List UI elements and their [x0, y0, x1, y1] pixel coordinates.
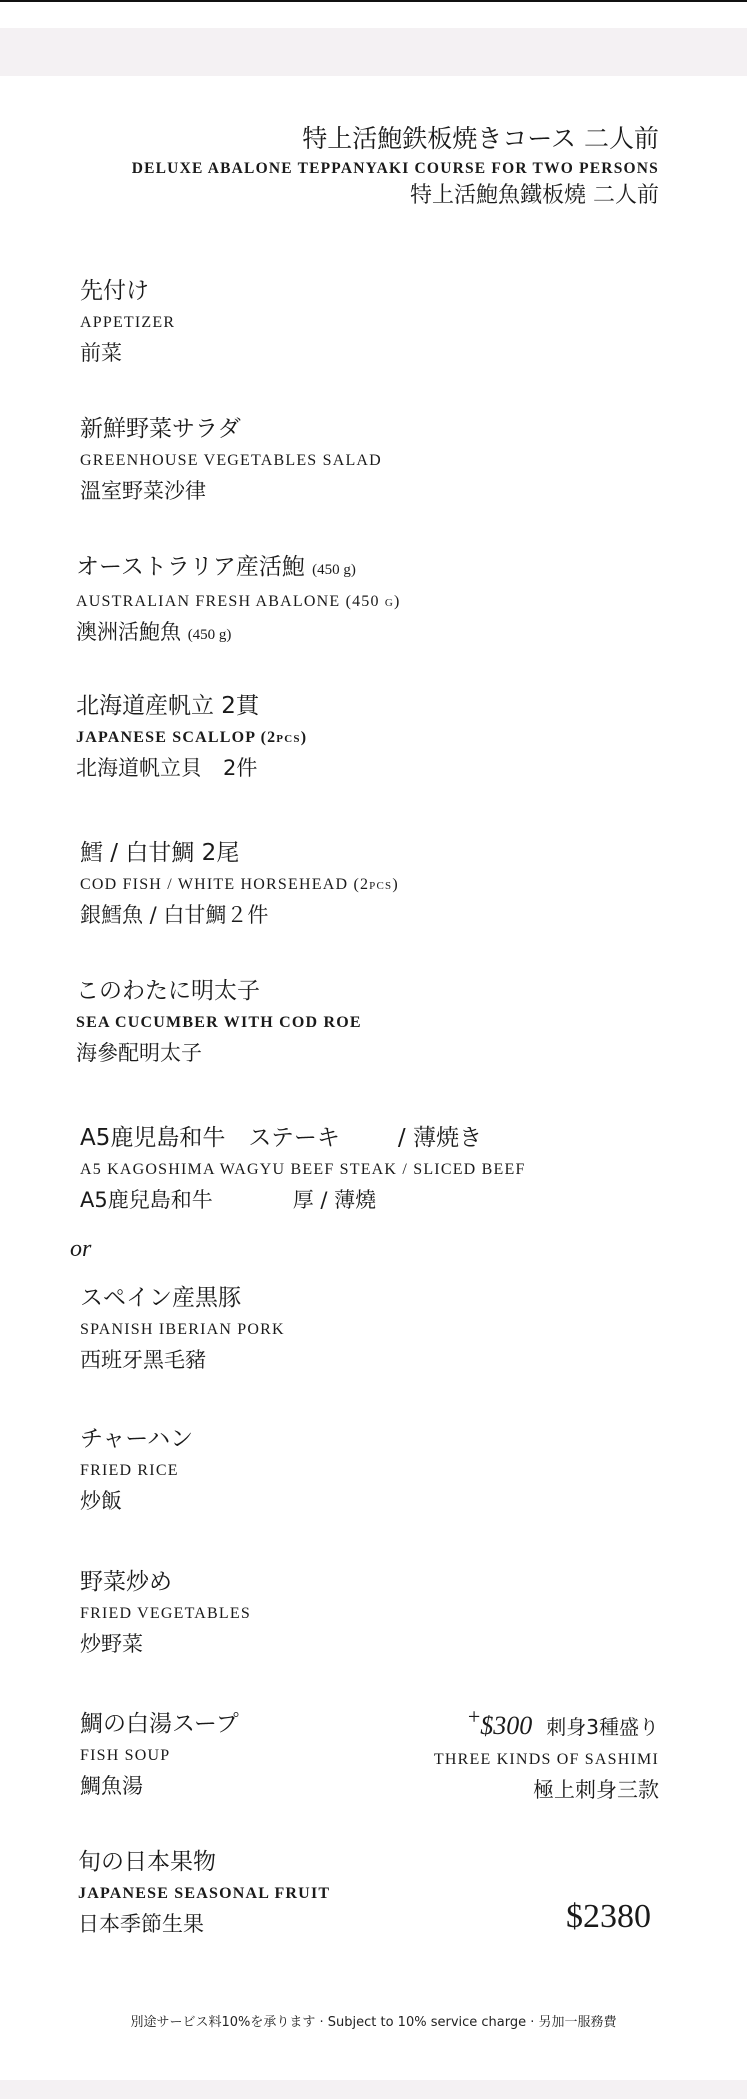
- course-item-zh: 北海道帆立貝 2件: [76, 756, 258, 780]
- addon-en: THREE KINDS OF SASHIMI: [433, 1751, 659, 1768]
- total-price: $2380: [566, 1898, 651, 1935]
- course-item-sea-cucumber: [76, 975, 362, 1069]
- course-item-en: FRIED VEGETABLES: [80, 1605, 251, 1622]
- course-item-jp: A5鹿児島和牛 ステーキ / 薄焼き: [80, 1125, 482, 1151]
- menu-header: [132, 122, 659, 212]
- course-item-zh: 海參配明太子: [76, 1041, 202, 1065]
- course-title-en: DELUXE ABALONE TEPPANYAKI COURSE FOR TWO PERSONS: [131, 160, 659, 177]
- course-item-jp: オーストラリア産活鮑 (450 g): [76, 554, 356, 580]
- course-item-fried-rice: [80, 1423, 193, 1517]
- course-title-zh: 特上活鮑魚鐵板燒 二人前: [410, 183, 659, 208]
- course-item-fish-soup: [80, 1708, 239, 1802]
- course-item-seasonal-fruit: [78, 1846, 330, 1940]
- course-item-jp: スペイン産黒豚: [80, 1285, 241, 1311]
- course-item-fried-vegetables: [80, 1566, 251, 1660]
- course-item-en: SPANISH IBERIAN PORK: [80, 1321, 285, 1338]
- course-item-en: JAPANESE SEASONAL FRUIT: [78, 1885, 331, 1902]
- course-item-zh: 溫室野菜沙律: [80, 479, 206, 503]
- addon-zh: 極上刺身三款: [533, 1778, 659, 1802]
- course-item-jp: 北海道産帆立 2貫: [76, 693, 259, 719]
- weight-note: (450 g): [187, 627, 232, 643]
- course-item-jp: 鱈 / 白甘鯛 2尾: [80, 840, 240, 866]
- course-item-en: FRIED RICE: [80, 1462, 179, 1479]
- course-item-salad: [80, 413, 382, 507]
- service-charge-note: 別途サービス料10%を承ります · Subject to 10% service charge · 另加一服務費: [130, 2015, 617, 2030]
- course-item-zh: 澳洲活鮑魚 (450 g): [76, 620, 232, 644]
- course-item-appetizer: [80, 275, 175, 369]
- course-item-en: GREENHOUSE VEGETABLES SALAD: [80, 452, 382, 469]
- course-item-cod-fish: [80, 837, 399, 931]
- course-item-zh: 日本季節生果: [78, 1912, 204, 1936]
- course-item-jp: チャーハン: [80, 1426, 194, 1452]
- course-item-scallop: [76, 690, 307, 784]
- course-item-en: AUSTRALIAN FRESH ABALONE (450 g): [76, 593, 401, 610]
- course-item-jp: このわたに明太子: [76, 978, 260, 1004]
- top-band: [0, 28, 747, 76]
- addon-price: $300: [480, 1711, 533, 1740]
- course-title-jp: 特上活鮑鉄板焼きコース 二人前: [302, 124, 659, 153]
- course-item-zh: 炒野菜: [80, 1632, 143, 1656]
- course-item-en: JAPANESE SCALLOP (2pcs): [76, 729, 308, 746]
- course-item-jp: 先付け: [80, 278, 149, 304]
- course-item-jp: 野菜炒め: [80, 1569, 172, 1595]
- course-item-zh: A5鹿兒島和牛 厚 / 薄燒: [80, 1188, 377, 1212]
- sashimi-addon: [434, 1700, 659, 1806]
- course-item-zh: 炒飯: [80, 1489, 122, 1513]
- plus-sign: +: [467, 1704, 481, 1729]
- course-item-en: SEA CUCUMBER WITH COD ROE: [76, 1014, 362, 1031]
- course-item-zh: 前菜: [80, 341, 122, 365]
- course-item-en: FISH SOUP: [80, 1747, 171, 1764]
- course-item-en: COD FISH / WHITE HORSEHEAD (2pcs): [80, 876, 399, 893]
- course-item-wagyu: [80, 1122, 526, 1216]
- course-item-en: APPETIZER: [80, 314, 176, 331]
- course-item-zh: 銀鱈魚 / 白甘鯛２件: [80, 903, 269, 927]
- course-item-zh: 西班牙黑毛豬: [80, 1348, 206, 1372]
- weight-note: (450 g): [312, 562, 356, 578]
- course-item-jp: 旬の日本果物: [78, 1849, 216, 1875]
- bottom-band: [0, 2080, 747, 2099]
- course-item-jp: 新鮮野菜サラダ: [80, 416, 241, 442]
- course-item-jp: 鯛の白湯スープ: [80, 1711, 239, 1737]
- course-item-en: A5 KAGOSHIMA WAGYU BEEF STEAK / SLICED BEEF: [80, 1161, 526, 1178]
- or-separator: or: [70, 1236, 92, 1262]
- addon-line-jp: +$300 刺身3種盛り: [467, 1704, 659, 1740]
- top-rule: [0, 0, 747, 2]
- course-item-zh: 鯛魚湯: [80, 1774, 143, 1798]
- course-item-pork: [80, 1282, 285, 1376]
- course-item-abalone: [76, 551, 401, 651]
